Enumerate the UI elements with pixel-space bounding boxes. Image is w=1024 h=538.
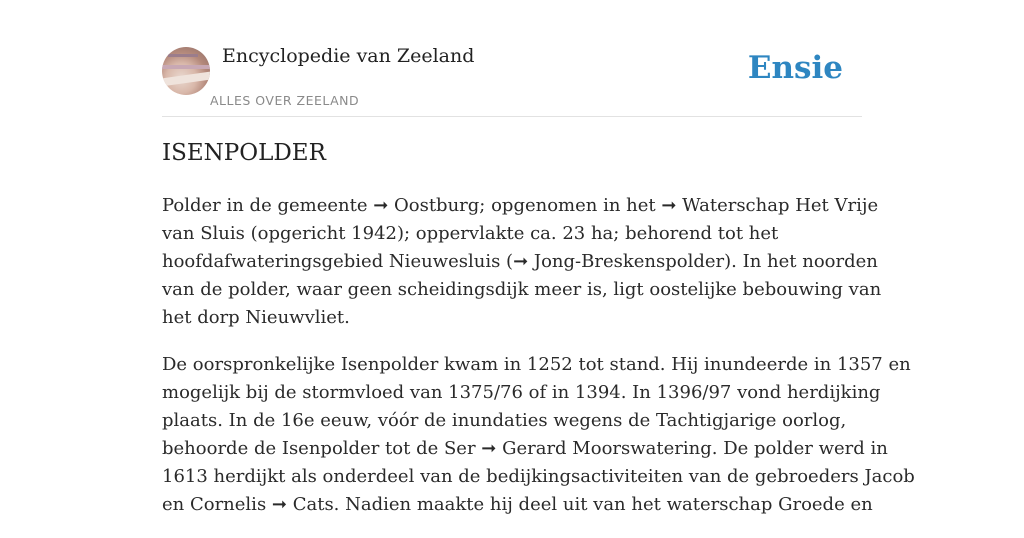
page — [162, 0, 915, 515]
site-avatar[interactable] — [162, 47, 210, 95]
article-body — [162, 192, 915, 538]
text-line: het dorp Nieuwvliet. — [162, 307, 350, 328]
text-line: hoofdafwateringsgebied Nieuwesluis (➞ Jong-Breskenspolder). In het noorden — [162, 251, 878, 272]
article-title: ISENPOLDER — [162, 140, 326, 166]
text-line: mogelijk bij de stormvloed van 1375/76 of in 1394. In 1396/97 vond herdijking — [162, 382, 881, 403]
site-header — [162, 0, 862, 117]
text-line: 1613 herdijkt als onderdeel van de bedijkingsactiviteiten van de gebroeders Jacob — [162, 466, 915, 487]
text-line: De oorspronkelijke Isenpolder kwam in 1252 tot stand. Hij inundeerde in 1357 en — [162, 354, 911, 375]
text-line: en Cornelis ➞ Cats. Nadien maakte hij deel uit van het waterschap Groede en — [162, 494, 873, 515]
text-line: van de polder, waar geen scheidingsdijk meer is, ligt oostelijke bebouwing van — [162, 279, 882, 300]
site-name-link[interactable]: Encyclopedie van Zeeland — [222, 45, 475, 67]
article-paragraph — [162, 351, 915, 519]
ensie-logo-link[interactable]: Ensie — [747, 50, 843, 86]
text-line: van Sluis (opgericht 1942); oppervlakte ca. 23 ha; behorend tot het — [162, 223, 779, 244]
article-paragraph — [162, 192, 882, 332]
text-line: behoorde de Isenpolder tot de Ser ➞ Gerard Moorswatering. De polder werd in — [162, 438, 888, 459]
text-line: Polder in de gemeente ➞ Oostburg; opgenomen in het ➞ Waterschap Het Vrije — [162, 195, 879, 216]
text-line: plaats. In de 16e eeuw, vóór de inundaties wegens de Tachtigjarige oorlog, — [162, 410, 847, 431]
site-tagline: ALLES OVER ZEELAND — [210, 93, 360, 108]
